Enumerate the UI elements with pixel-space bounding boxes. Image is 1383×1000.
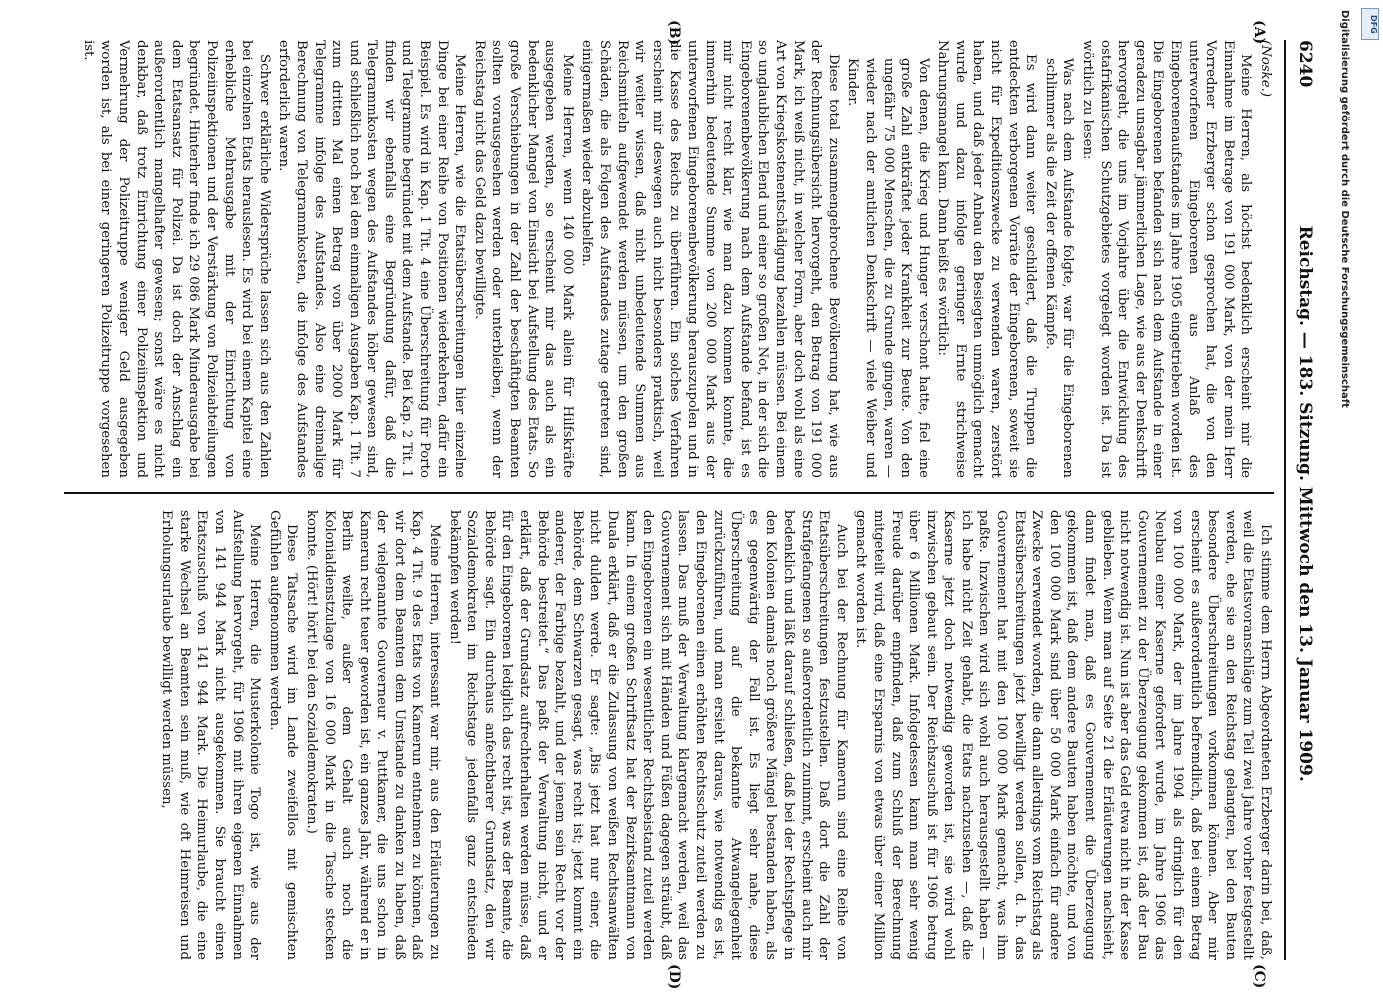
paragraph: Auch bei der Rechnung für Kamerun sind eine Reihe von Etatsüberschreitungen festzustellen. Daß dort die Zahl der Strafgefangenen so außerordentlich zunimmt, erscheint auch mir bedenklich und läßt darauf schließen, daß bei der Rechtspflege in den Kolonien damals noch größere Mängel bestanden haben, als es gegenwärtig der Fall ist. Es liegt sehr nahe, diese Überschreitung auf die bekannte Atwangelegenheit zurückzuführen, und man ersieht daraus, wie notwendig es ist, den Eingeborenen einen erhöhten Rechtsschutz zuteil werden zu lassen. Das muß der Verwaltung klargemacht werden, weil das Gouvernement sich mit Händen und Füßen dagegen sträubt, daß den Eingeborenen ein wesentlicher Rechtsbeistand zuteil werden kann. In einem großen Schriftsatz hat der Bezirksamtmann von Duala erklärt, daß er die Zulassung von weißen Rechtsanwälten nicht dulden werde. Er sagte: „Bis jetzt hat nur einer, die Behörde, dem Schwarzen gesagt, was recht ist; jetzt kommt ein anderer, der Farbige bezahlt, und der jenem sein Recht vor der Behörde bestreitet.“ Das paßt der Verwaltung nicht, und er erklärt, daß der Grundsatz aufrechterhalten werden müsse, daß für den Eingeborenen lediglich das recht ist, was der Beamte, die Behörde sagt. Ein durchaus anfechtbarer Grundsatz, den wir Sozialdemokraten im Reichstage jedenfalls ganz entschieden bekämpfen werden!: [446, 510, 849, 960]
paragraph: Meine Herren, wenn 140 000 Mark allein für Hilfskräfte ausgegeben werden, so erscheint mir das auch als ein bedenklicher Mangel von Einsicht bei Aufstellung des Etats. So große Verschiebungen in der Zahl der beschäftigten Beamten sollten vorausgesehen werden oder unterbleiben, wenn der Reichstag nicht das Geld dazu bewilligte.: [471, 40, 575, 478]
paragraph: Meine Herren, als höchst bedenklich erscheint mir die Einnahme im Betrage von 191 000 Mark, von der mein Herr Vorredner Erzberger schon gesprochen hat, die von den unterworfenen Eingeborenen aus Anlaß des Eingeborenenaufstandes im Jahre 1905 eingetrieben worden ist. Die Eingeborenen befanden sich nach dem Aufstande in einer geradezu unsagbar jämmerlichen Lage, wie aus der Denkschrift hervorgeht, die uns im Vorjahre über die Entwicklung des ostafrikanischen Schutzgebietes vorgelegt worden ist. Da ist wörtlich zu lesen:: [1080, 40, 1254, 478]
paragraph: Diese total zusammengebrochene Bevölkerung hat, wie aus der Rechnungsübersicht hervorgeht, den Betrag von 191 000 Mark, ich weiß nicht, in welcher Form, aber doch wohl als eine Art von Kriegskostenentschädigung bezahlen müssen. Bei einem so unglaublichen Elend und einer so großen Not, in der sich die Eingeborenenbevölkerung nach dem Aufstande befand, ist es mir nicht recht klar, wie man dazu kommen konnte, die immerhin bedeutende Summe von 200 000 Mark aus der unterworfenen Eingeborenenbevölkerung herauszupolen und in die Kasse des Reichs zu überführen. Ein solches Verfahren erscheint mir deswegen auch nicht besonders praktisch, weil wir weiter wissen, daß nicht unbedeutende Summen aus Reichsmitteln aufgewendet werden müssen, um den großen Schäden, die als Folgen des Aufstandes zutage getreten sind, einigermaßen wieder abzuhelfen.: [579, 40, 841, 478]
paragraph: Meine Herren, die Musterkolonie Togo ist, wie aus der Aufstellung hervorgeht, für 1906 mit ihren eigenen Einnahmen von 141 944 Mark nicht ausgekommen. Sie braucht einen Etatszuschuß von 141 944 Mark. Die Heimurlaube, die eine starke Wechsel an Beamten sein muß, wie oft Heimreisen und Erholungsurlaube bewilligt werden müssen,: [159, 510, 263, 960]
left-column: [64, 40, 1274, 478]
margin-marker-c: (C): [1251, 964, 1267, 989]
paragraph: Meine Herren, wie die Etatsüberschreitungen hier einzelne Dinge bei einer Reihe von Positionen wiederkehren, dafür ein Beispiel. Es wird in Kap. 1 Tit. 4 eine Überschreitung für Porto und Telegramme begründet mit dem Aufstande. Bei Kap. 2 Tit. 1 finden wir ebenfalls eine Begründung dafür, daß die Telegrammkosten wegen des Aufstandes höher gewesen sind, und schließlich noch bei dem einmaligen Ausgaben Kap. 1 Tit. 7 zum dritten Mal einen Betrag von über 2000 Mark für Telegramme infolge des Aufstandes. Also eine dreimalige Berechnung von Telegrammkosten, die infolge des Aufstandes erforderlich waren.: [276, 40, 468, 478]
page-header: [1288, 40, 1322, 960]
page-number: 6240: [1295, 40, 1315, 88]
margin-marker-b: (B): [666, 20, 682, 46]
quote: Von denen, die Krieg und Hunger verschont hatte, fiel eine große Zahl entkräftet jeder Krankheit zur Beute. Von den ungefähr 75 000 Menschen, die zu Grunde gingen, waren — wieder nach der amtlichen Denkschrift — viele Weiber und Kinder.: [845, 58, 931, 478]
paragraph: Es wird dann weiter geschildert, daß die Truppen die entdeckten verborgenen Vorräte der Eingeborenen, soweit sie nicht für Expeditionszwecke zu verwenden waren, zerstört haben, und daß jeder Anbau den Besiegten unmöglich gemacht wurde und dazu infolge geringer Ernte strichweise Nahrungsmangel kam. Dann heißt es wörtlich:: [935, 40, 1039, 478]
digitization-note: Digitalisierung gefördert durch die Deutsche Forschungsgemeinschaft: [1339, 10, 1350, 408]
paragraph: Schwer erklärliche Widersprüche lassen sich aus den Zahlen bei einzelnen Etats herauslesen. Es wird bei einem Kapitel eine erhebliche Mehrausgabe mit der Einrichtung von Polizeiinspektionen und der Verstärkung von Polizeiabteilungen begründet. Hinterher finde ich 29 086 Mark Minderausgabe bei dem Etatsansatz für Polizei. Da ist doch der Anschlag ein außerordentlich mangelhafter gewesen; sonst wäre es nicht denkbar, daß trotz Einrichtung einer Polizeiinspektion und Vermehrung der Polizeitruppe weniger Geld ausgegeben worden ist, als bei einer geringeren Polizeitruppe vorgesehen ist.: [80, 40, 272, 478]
document-page: [52, 20, 1322, 990]
margin-marker-a: (A): [1251, 20, 1267, 45]
paragraph: Diese Tatsache wird im Lande zweifellos mit gemischten Gefühlen aufgenommen werden.: [266, 510, 300, 960]
paragraph: Meine Herren, interessant war mir, aus den Erläuterungen zu Kap. 4 Tit. 9 des Etats von Kamerun entnehmen zu können, daß wir dort dem Beamten dem Umstande zu danken zu haben, daß der vielgenannte Gouverneur v. Puttkamer, die uns schon in Kamerun recht teuer geworden ist, ein ganzes Jahr, während er in Berlin weilte, außer dem Gehalt auch noch die Kolonialdienstzulage von 16 000 Mark in die Tasche stecken konnte. (Hört! hört! bei den Sozialdemokraten.): [303, 510, 443, 960]
right-column: [64, 510, 1274, 960]
paragraph: Ich stimme dem Herrn Abgeordneten Erzberger darin bei, daß, weil die Etatsvoranschläge zum Teil zwei Jahre vorher festgestellt werden, ehe sie an den Reichstag gelangten, bei den Bauten besondere Überschreitungen vorkommen können. Aber mir erscheint es außerordentlich befremdlich, daß bei einem Betrag von 100 000 Mark, der im Jahre 1904 als dringlich für den Neubau einer Kaserne gefordert wurde, im Jahre 1906 das Gouvernement zu der Überzeugung gekommen ist, daß der Bau nicht notwendig ist. Nun ist aber das Geld etwa nicht in der Kasse geblieben. Wenn man auf Seite 21 die Erläuterungen nachsieht, dann findet man, daß es Gouvernement die Überzeugung gekommen ist, daß dem andere Bauten haben möchte, und von den 100 000 Mark sind über 50 000 Mark einfach für andere Zwecke verwendet worden, die dann allerdings vom Reichstag als Etatsüberschreitungen jetzt bewilligt werden sollen, d. h. das Gouvernement hat mit den 100 000 Mark gemacht, was ihm paßte. Inzwischen wird sich wohl auch herausgestellt haben — ich habe nicht Zeit gehabt, die Etats nachzusehen —, daß die Kaserne jetzt doch notwendig geworden ist, sie wird wohl inzwischen gebaut sein. Der Reichszuschuß ist für 1906 betrug über 6 Millionen Mark. Infolgedessen kann man sehr wenig Freude darüber empfinden, daß zum Schluß der Berechnung mitgeteilt wird, daß eine Ersparnis von etwas über einer Million gemacht worden ist.: [853, 510, 1273, 960]
page-title: Reichstag. — 183. Sitzung. Mittwoch den 13. Januar 1909.: [1295, 225, 1315, 782]
dfg-logo: DFG: [1361, 8, 1379, 40]
header-rule: [1284, 40, 1286, 960]
margin-marker-d: (D): [666, 964, 682, 990]
column-divider: [64, 492, 1274, 494]
quote: Was nach dem Aufstande folgte, war für die Eingeborenen schlimmer als die Zeit der offenen Kämpfe.: [1042, 58, 1076, 478]
speaker-tag: (Noske.): [1258, 40, 1273, 97]
